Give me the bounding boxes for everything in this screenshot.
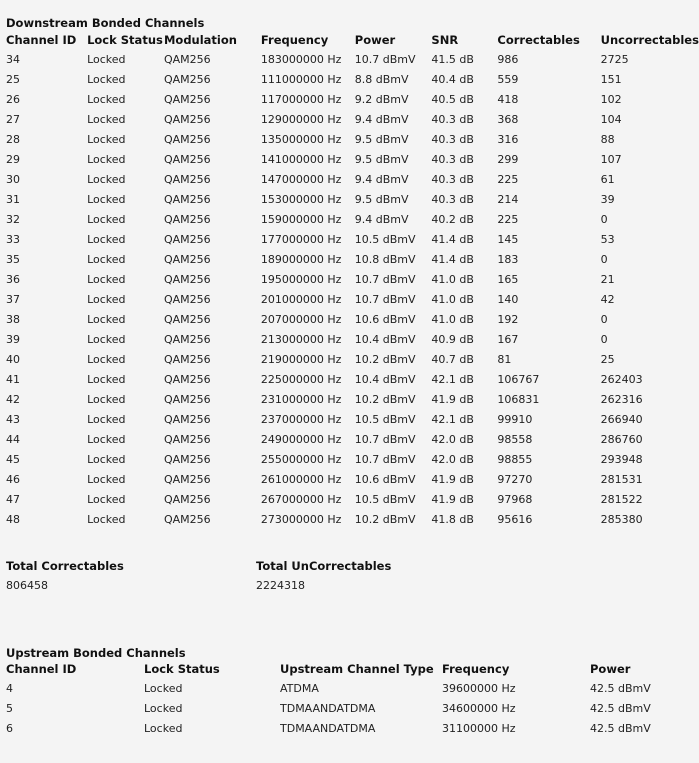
cell-uncorrectables: 286760 xyxy=(600,432,643,446)
cell-frequency: 183000000 Hz xyxy=(260,52,342,66)
cell-channel-id: 37 xyxy=(6,292,20,306)
cell-lock-status: Locked xyxy=(87,212,126,226)
table-row xyxy=(0,109,699,129)
cell-lock-status: Locked xyxy=(87,92,126,106)
cell-channel-id: 25 xyxy=(6,72,20,86)
cell-lock-status: Locked xyxy=(87,52,126,66)
cell-snr: 42.0 dB xyxy=(431,452,474,466)
cell-power: 10.6 dBmV xyxy=(354,312,416,326)
upstream-title: Upstream Bonded Channels xyxy=(6,646,186,660)
cell-channel-id: 33 xyxy=(6,232,20,246)
cell-modulation: QAM256 xyxy=(163,352,211,366)
table-row xyxy=(0,349,699,369)
cell-power: 10.8 dBmV xyxy=(354,252,416,266)
cell-snr: 40.7 dB xyxy=(431,352,474,366)
cell-power: 42.5 dBmV xyxy=(590,681,651,695)
cell-frequency: 39600000 Hz xyxy=(442,681,516,695)
cell-frequency: 195000000 Hz xyxy=(260,272,342,286)
cell-lock-status: Locked xyxy=(144,701,183,715)
cell-uncorrectables: 39 xyxy=(600,192,615,206)
cell-correctables: 192 xyxy=(497,312,519,326)
cell-uncorrectables: 42 xyxy=(600,292,615,306)
cell-channel-id: 44 xyxy=(6,432,20,446)
cell-uncorrectables: 88 xyxy=(600,132,615,146)
cell-power: 10.4 dBmV xyxy=(354,332,416,346)
upstream-header-frequency: Frequency xyxy=(442,662,510,676)
cell-modulation: QAM256 xyxy=(163,412,211,426)
cell-frequency: 117000000 Hz xyxy=(260,92,342,106)
cell-uncorrectables: 102 xyxy=(600,92,622,106)
cell-power: 10.2 dBmV xyxy=(354,352,416,366)
cell-correctables: 97968 xyxy=(497,492,533,506)
cell-correctables: 418 xyxy=(497,92,519,106)
cell-snr: 40.3 dB xyxy=(431,172,474,186)
cell-frequency: 31100000 Hz xyxy=(442,721,516,735)
cell-modulation: QAM256 xyxy=(163,332,211,346)
cell-lock-status: Locked xyxy=(87,492,126,506)
table-row xyxy=(0,69,699,89)
cell-correctables: 98558 xyxy=(497,432,533,446)
cell-power: 9.4 dBmV xyxy=(354,172,409,186)
cell-channel-id: 6 xyxy=(6,721,13,735)
table-row xyxy=(0,249,699,269)
cell-frequency: 153000000 Hz xyxy=(260,192,342,206)
cell-channel-id: 43 xyxy=(6,412,20,426)
cell-modulation: QAM256 xyxy=(163,172,211,186)
cell-modulation: QAM256 xyxy=(163,292,211,306)
downstream-header-lock-status: Lock Status xyxy=(87,33,163,47)
cell-lock-status: Locked xyxy=(87,512,126,526)
cell-modulation: QAM256 xyxy=(163,92,211,106)
cell-snr: 42.1 dB xyxy=(431,412,474,426)
cell-frequency: 249000000 Hz xyxy=(260,432,342,446)
table-row xyxy=(0,209,699,229)
cell-frequency: 273000000 Hz xyxy=(260,512,342,526)
cell-correctables: 214 xyxy=(497,192,519,206)
downstream-header-channel-id: Channel ID xyxy=(6,33,77,47)
cell-snr: 42.1 dB xyxy=(431,372,474,386)
cell-power: 8.8 dBmV xyxy=(354,72,409,86)
cell-channel-id: 48 xyxy=(6,512,20,526)
table-row xyxy=(0,329,699,349)
downstream-header-modulation: Modulation xyxy=(163,33,237,47)
table-row xyxy=(0,289,699,309)
table-row xyxy=(0,229,699,249)
cell-frequency: 237000000 Hz xyxy=(260,412,342,426)
cell-frequency: 189000000 Hz xyxy=(260,252,342,266)
cell-snr: 40.2 dB xyxy=(431,212,474,226)
upstream-header-lock-status: Lock Status xyxy=(144,662,220,676)
cell-lock-status: Locked xyxy=(87,412,126,426)
cell-frequency: 147000000 Hz xyxy=(260,172,342,186)
cell-channel-id: 32 xyxy=(6,212,20,226)
table-row xyxy=(0,49,699,69)
cell-snr: 41.0 dB xyxy=(431,272,474,286)
cell-frequency: 177000000 Hz xyxy=(260,232,342,246)
upstream-header-power: Power xyxy=(590,662,631,676)
cell-power: 10.7 dBmV xyxy=(354,292,416,306)
cell-power: 42.5 dBmV xyxy=(590,701,651,715)
cell-correctables: 145 xyxy=(497,232,519,246)
cell-correctables: 81 xyxy=(497,352,512,366)
cell-uncorrectables: 262403 xyxy=(600,372,643,386)
table-row xyxy=(0,269,699,289)
cell-modulation: QAM256 xyxy=(163,152,211,166)
cell-channel-id: 5 xyxy=(6,701,13,715)
cell-lock-status: Locked xyxy=(87,192,126,206)
upstream-header-upstream-channel-type: Upstream Channel Type xyxy=(280,662,434,676)
cell-frequency: 219000000 Hz xyxy=(260,352,342,366)
cell-channel-id: 46 xyxy=(6,472,20,486)
cell-snr: 41.9 dB xyxy=(431,492,474,506)
cell-snr: 41.5 dB xyxy=(431,52,474,66)
table-row xyxy=(0,509,699,529)
cell-correctables: 97270 xyxy=(497,472,533,486)
cell-power: 10.2 dBmV xyxy=(354,512,416,526)
cell-lock-status: Locked xyxy=(87,312,126,326)
cell-power: 9.5 dBmV xyxy=(354,152,409,166)
cell-frequency: 213000000 Hz xyxy=(260,332,342,346)
upstream-header-channel-id: Channel ID xyxy=(6,662,77,676)
cell-upstream-channel-type: TDMAANDATDMA xyxy=(280,701,376,715)
cell-lock-status: Locked xyxy=(144,721,183,735)
cell-lock-status: Locked xyxy=(87,252,126,266)
table-row xyxy=(0,698,699,718)
total-uncorrectables-value: 2224318 xyxy=(256,579,305,592)
cell-channel-id: 27 xyxy=(6,112,20,126)
cell-lock-status: Locked xyxy=(87,292,126,306)
cell-channel-id: 31 xyxy=(6,192,20,206)
cell-frequency: 261000000 Hz xyxy=(260,472,342,486)
cell-snr: 41.0 dB xyxy=(431,292,474,306)
table-row xyxy=(0,189,699,209)
cell-uncorrectables: 104 xyxy=(600,112,622,126)
cell-lock-status: Locked xyxy=(87,372,126,386)
cell-modulation: QAM256 xyxy=(163,192,211,206)
cell-frequency: 267000000 Hz xyxy=(260,492,342,506)
cell-correctables: 165 xyxy=(497,272,519,286)
cell-channel-id: 39 xyxy=(6,332,20,346)
cell-uncorrectables: 0 xyxy=(600,252,608,266)
cell-power: 10.2 dBmV xyxy=(354,392,416,406)
cell-lock-status: Locked xyxy=(87,472,126,486)
cell-snr: 40.9 dB xyxy=(431,332,474,346)
cell-modulation: QAM256 xyxy=(163,512,211,526)
cell-correctables: 183 xyxy=(497,252,519,266)
cell-correctables: 986 xyxy=(497,52,519,66)
cell-snr: 41.9 dB xyxy=(431,472,474,486)
cell-channel-id: 38 xyxy=(6,312,20,326)
cell-upstream-channel-type: ATDMA xyxy=(280,681,319,695)
cell-correctables: 225 xyxy=(497,172,519,186)
cell-modulation: QAM256 xyxy=(163,232,211,246)
cell-channel-id: 4 xyxy=(6,681,13,695)
cell-power: 10.4 dBmV xyxy=(354,372,416,386)
cell-uncorrectables: 262316 xyxy=(600,392,643,406)
cell-uncorrectables: 285380 xyxy=(600,512,643,526)
cell-snr: 41.8 dB xyxy=(431,512,474,526)
cell-channel-id: 35 xyxy=(6,252,20,266)
table-row xyxy=(0,489,699,509)
cell-snr: 41.4 dB xyxy=(431,232,474,246)
upstream-table xyxy=(0,660,699,738)
cell-frequency: 255000000 Hz xyxy=(260,452,342,466)
cell-lock-status: Locked xyxy=(87,232,126,246)
cell-modulation: QAM256 xyxy=(163,452,211,466)
cell-snr: 40.3 dB xyxy=(431,132,474,146)
cell-modulation: QAM256 xyxy=(163,112,211,126)
downstream-title: Downstream Bonded Channels xyxy=(6,16,205,30)
cell-frequency: 201000000 Hz xyxy=(260,292,342,306)
table-row xyxy=(0,369,699,389)
downstream-header-snr: SNR xyxy=(431,33,459,47)
cell-modulation: QAM256 xyxy=(163,432,211,446)
cell-channel-id: 30 xyxy=(6,172,20,186)
cell-frequency: 34600000 Hz xyxy=(442,701,516,715)
cell-lock-status: Locked xyxy=(87,392,126,406)
cell-correctables: 106767 xyxy=(497,372,540,386)
cell-correctables: 316 xyxy=(497,132,519,146)
cell-power: 10.5 dBmV xyxy=(354,492,416,506)
cell-power: 9.5 dBmV xyxy=(354,192,409,206)
cell-modulation: QAM256 xyxy=(163,372,211,386)
cell-frequency: 207000000 Hz xyxy=(260,312,342,326)
table-row xyxy=(0,89,699,109)
cell-snr: 40.3 dB xyxy=(431,192,474,206)
cell-uncorrectables: 281531 xyxy=(600,472,643,486)
table-row xyxy=(0,309,699,329)
cell-frequency: 135000000 Hz xyxy=(260,132,342,146)
cell-uncorrectables: 2725 xyxy=(600,52,629,66)
cell-frequency: 129000000 Hz xyxy=(260,112,342,126)
cell-power: 10.7 dBmV xyxy=(354,432,416,446)
cell-channel-id: 45 xyxy=(6,452,20,466)
cell-modulation: QAM256 xyxy=(163,472,211,486)
cell-power: 10.7 dBmV xyxy=(354,452,416,466)
table-row xyxy=(0,429,699,449)
cell-uncorrectables: 107 xyxy=(600,152,622,166)
table-row xyxy=(0,718,699,738)
cell-correctables: 167 xyxy=(497,332,519,346)
cell-lock-status: Locked xyxy=(87,152,126,166)
cell-modulation: QAM256 xyxy=(163,252,211,266)
table-row xyxy=(0,149,699,169)
cell-correctables: 559 xyxy=(497,72,519,86)
cell-modulation: QAM256 xyxy=(163,132,211,146)
cell-correctables: 368 xyxy=(497,112,519,126)
cell-snr: 40.3 dB xyxy=(431,152,474,166)
downstream-header-uncorrectables: Uncorrectables xyxy=(600,33,699,47)
cell-correctables: 140 xyxy=(497,292,519,306)
cell-power: 9.4 dBmV xyxy=(354,112,409,126)
table-row xyxy=(0,469,699,489)
cell-upstream-channel-type: TDMAANDATDMA xyxy=(280,721,376,735)
cell-snr: 41.9 dB xyxy=(431,392,474,406)
cell-power: 9.5 dBmV xyxy=(354,132,409,146)
cell-lock-status: Locked xyxy=(87,332,126,346)
cell-channel-id: 34 xyxy=(6,52,20,66)
cell-power: 10.5 dBmV xyxy=(354,232,416,246)
cell-uncorrectables: 293948 xyxy=(600,452,643,466)
downstream-header-row xyxy=(0,31,699,49)
table-row xyxy=(0,449,699,469)
cell-channel-id: 28 xyxy=(6,132,20,146)
cell-modulation: QAM256 xyxy=(163,72,211,86)
total-uncorrectables-label: Total UnCorrectables xyxy=(256,559,392,573)
table-row xyxy=(0,129,699,149)
cell-lock-status: Locked xyxy=(87,132,126,146)
cell-lock-status: Locked xyxy=(87,452,126,466)
cell-channel-id: 47 xyxy=(6,492,20,506)
table-row xyxy=(0,409,699,429)
cell-channel-id: 42 xyxy=(6,392,20,406)
downstream-body xyxy=(0,49,699,529)
downstream-header-frequency: Frequency xyxy=(260,33,329,47)
cell-uncorrectables: 53 xyxy=(600,232,615,246)
downstream-header-correctables: Correctables xyxy=(497,33,580,47)
cell-snr: 40.5 dB xyxy=(431,92,474,106)
cell-modulation: QAM256 xyxy=(163,492,211,506)
cell-lock-status: Locked xyxy=(144,681,183,695)
cell-correctables: 98855 xyxy=(497,452,533,466)
table-row xyxy=(0,678,699,698)
cell-lock-status: Locked xyxy=(87,432,126,446)
cell-channel-id: 26 xyxy=(6,92,20,106)
cell-frequency: 159000000 Hz xyxy=(260,212,342,226)
cell-frequency: 111000000 Hz xyxy=(260,72,342,86)
cell-uncorrectables: 281522 xyxy=(600,492,643,506)
cell-lock-status: Locked xyxy=(87,172,126,186)
cell-power: 10.5 dBmV xyxy=(354,412,416,426)
cell-uncorrectables: 25 xyxy=(600,352,615,366)
cell-power: 42.5 dBmV xyxy=(590,721,651,735)
cell-power: 10.6 dBmV xyxy=(354,472,416,486)
cell-lock-status: Locked xyxy=(87,352,126,366)
cell-power: 10.7 dBmV xyxy=(354,52,416,66)
downstream-table xyxy=(0,31,699,529)
cell-lock-status: Locked xyxy=(87,72,126,86)
cell-correctables: 95616 xyxy=(497,512,533,526)
upstream-body xyxy=(0,678,699,738)
cell-channel-id: 36 xyxy=(6,272,20,286)
cell-power: 9.2 dBmV xyxy=(354,92,409,106)
cell-uncorrectables: 61 xyxy=(600,172,615,186)
total-correctables-label: Total Correctables xyxy=(6,559,124,573)
cell-frequency: 141000000 Hz xyxy=(260,152,342,166)
upstream-header-row xyxy=(0,660,699,678)
cell-snr: 40.3 dB xyxy=(431,112,474,126)
cell-uncorrectables: 266940 xyxy=(600,412,643,426)
cell-lock-status: Locked xyxy=(87,112,126,126)
cell-lock-status: Locked xyxy=(87,272,126,286)
table-row xyxy=(0,169,699,189)
total-correctables-value: 806458 xyxy=(6,579,48,592)
cell-correctables: 225 xyxy=(497,212,519,226)
cell-modulation: QAM256 xyxy=(163,272,211,286)
cell-correctables: 106831 xyxy=(497,392,540,406)
cell-modulation: QAM256 xyxy=(163,312,211,326)
cell-power: 10.7 dBmV xyxy=(354,272,416,286)
cell-modulation: QAM256 xyxy=(163,212,211,226)
table-row xyxy=(0,389,699,409)
cell-snr: 40.4 dB xyxy=(431,72,474,86)
cell-frequency: 231000000 Hz xyxy=(260,392,342,406)
cell-channel-id: 40 xyxy=(6,352,20,366)
cell-correctables: 99910 xyxy=(497,412,533,426)
cell-snr: 42.0 dB xyxy=(431,432,474,446)
cell-modulation: QAM256 xyxy=(163,52,211,66)
cell-snr: 41.0 dB xyxy=(431,312,474,326)
cell-uncorrectables: 21 xyxy=(600,272,615,286)
cell-frequency: 225000000 Hz xyxy=(260,372,342,386)
cell-channel-id: 29 xyxy=(6,152,20,166)
cell-modulation: QAM256 xyxy=(163,392,211,406)
cell-uncorrectables: 0 xyxy=(600,212,608,226)
cell-channel-id: 41 xyxy=(6,372,20,386)
downstream-header-power: Power xyxy=(354,33,396,47)
cell-power: 9.4 dBmV xyxy=(354,212,409,226)
cell-uncorrectables: 0 xyxy=(600,332,608,346)
cell-snr: 41.4 dB xyxy=(431,252,474,266)
cell-correctables: 299 xyxy=(497,152,519,166)
cell-uncorrectables: 151 xyxy=(600,72,622,86)
cell-uncorrectables: 0 xyxy=(600,312,608,326)
